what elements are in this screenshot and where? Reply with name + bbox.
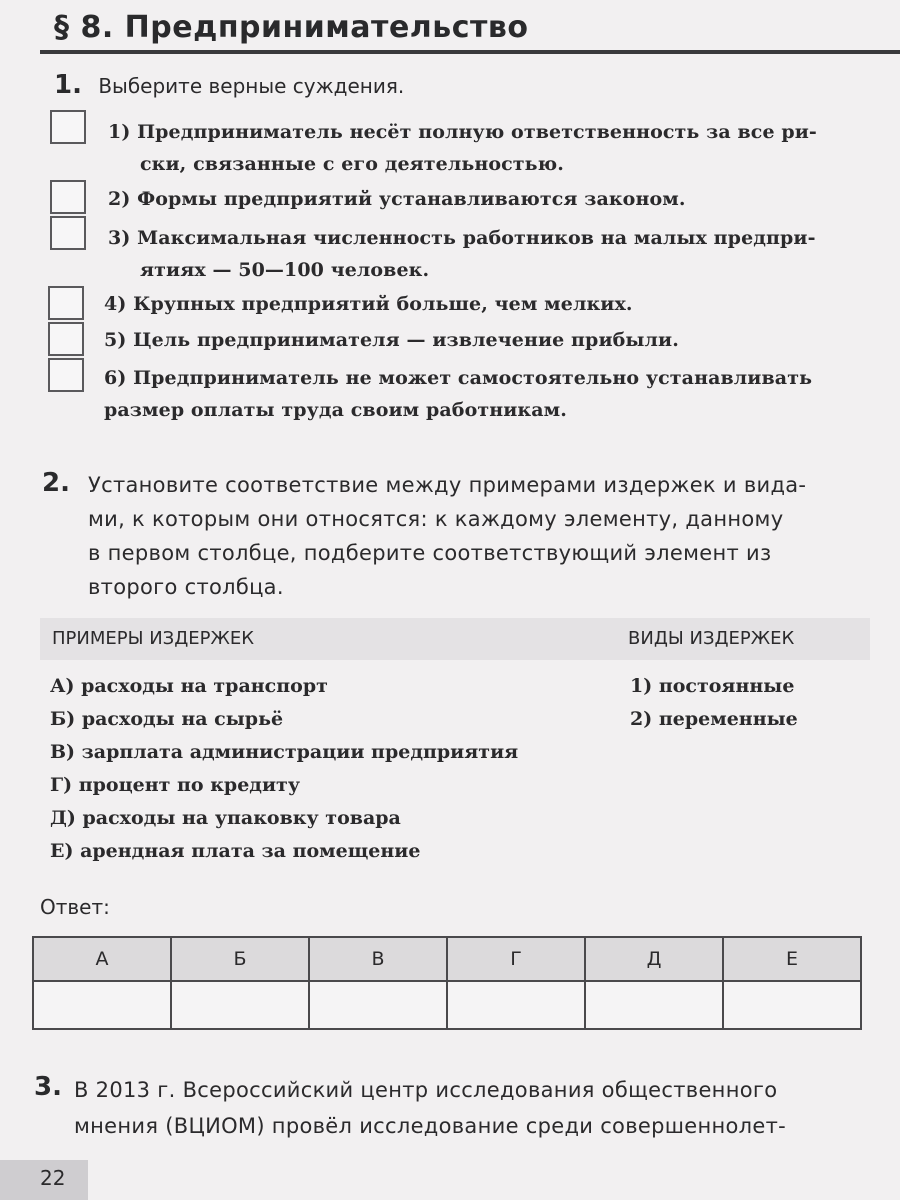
question-1-heading [54,70,404,100]
statement-3: 3) Максимальная численность работников на малых предпри- ятиях — 50—100 человек. [108,227,816,281]
answer-box-2[interactable] [50,180,86,214]
question-2-number: 2. [42,468,70,498]
section-header [40,8,900,54]
list-item: Д) расходы на упаковку товара [50,807,401,829]
answer-column-v: В [309,937,447,981]
answer-cell-b[interactable] [171,981,309,1029]
answer-box-3[interactable] [50,216,86,250]
examples-list [50,670,518,868]
answer-cell-a[interactable] [33,981,171,1029]
page-number: 22 [40,1166,66,1190]
answer-label: Ответ: [40,895,110,919]
answer-column-e: Е [723,937,861,981]
statement-4: 4) Крупных предприятий больше, чем мелких. [104,293,633,315]
answer-column-d: Д [585,937,723,981]
page-number-tab [0,1160,88,1200]
answer-cell-g[interactable] [447,981,585,1029]
answer-cell-v[interactable] [309,981,447,1029]
question-2-prompt: Установите соответствие между примерами издержек и вида- ми, к которым они относятся: к каждому элементу, данному в первом столбце, подберите соответствующий элемент из второго столбца. [88,473,807,599]
question-3-prompt: В 2013 г. Всероссийский центр исследования общественного мнения (ВЦИОМ) провёл исследование среди совершеннолет- [74,1078,787,1138]
answer-column-b: Б [171,937,309,981]
column-header-examples: ПРИМЕРЫ ИЗДЕРЖЕК [52,628,255,649]
answer-table [32,936,862,1030]
list-item: Б) расходы на сырьё [50,708,284,730]
column-header-types: ВИДЫ ИЗДЕРЖЕК [628,628,795,649]
question-1-prompt: Выберите верные суждения. [98,74,405,98]
page-title: § 8. Предпринимательство [54,10,529,45]
statement-2: 2) Формы предприятий устанавливаются законом. [108,188,686,210]
answer-box-6[interactable] [48,358,84,392]
list-item: 1) постоянные [630,675,795,697]
statement-1: 1) Предприниматель несёт полную ответственность за все ри- ски, связанные с его деятельностью. [108,121,817,175]
question-1-number: 1. [54,70,82,100]
list-item: В) зарплата администрации предприятия [50,741,519,763]
answer-cell-d[interactable] [585,981,723,1029]
answer-box-1[interactable] [50,110,86,144]
answer-cell-e[interactable] [723,981,861,1029]
question-3-number: 3. [34,1072,62,1102]
answer-column-g: Г [447,937,585,981]
list-item: А) расходы на транспорт [50,675,328,697]
answer-column-a: А [33,937,171,981]
types-list [630,670,798,736]
statement-5: 5) Цель предпринимателя — извлечение прибыли. [104,329,679,351]
statement-6: 6) Предприниматель не может самостоятельно устанавливать размер оплаты труда своим работникам. [104,367,813,421]
answer-box-5[interactable] [48,322,84,356]
list-item: Г) процент по кредиту [50,774,300,796]
list-item: Е) арендная плата за помещение [50,840,421,862]
answer-box-4[interactable] [48,286,84,320]
list-item: 2) переменные [630,708,798,730]
